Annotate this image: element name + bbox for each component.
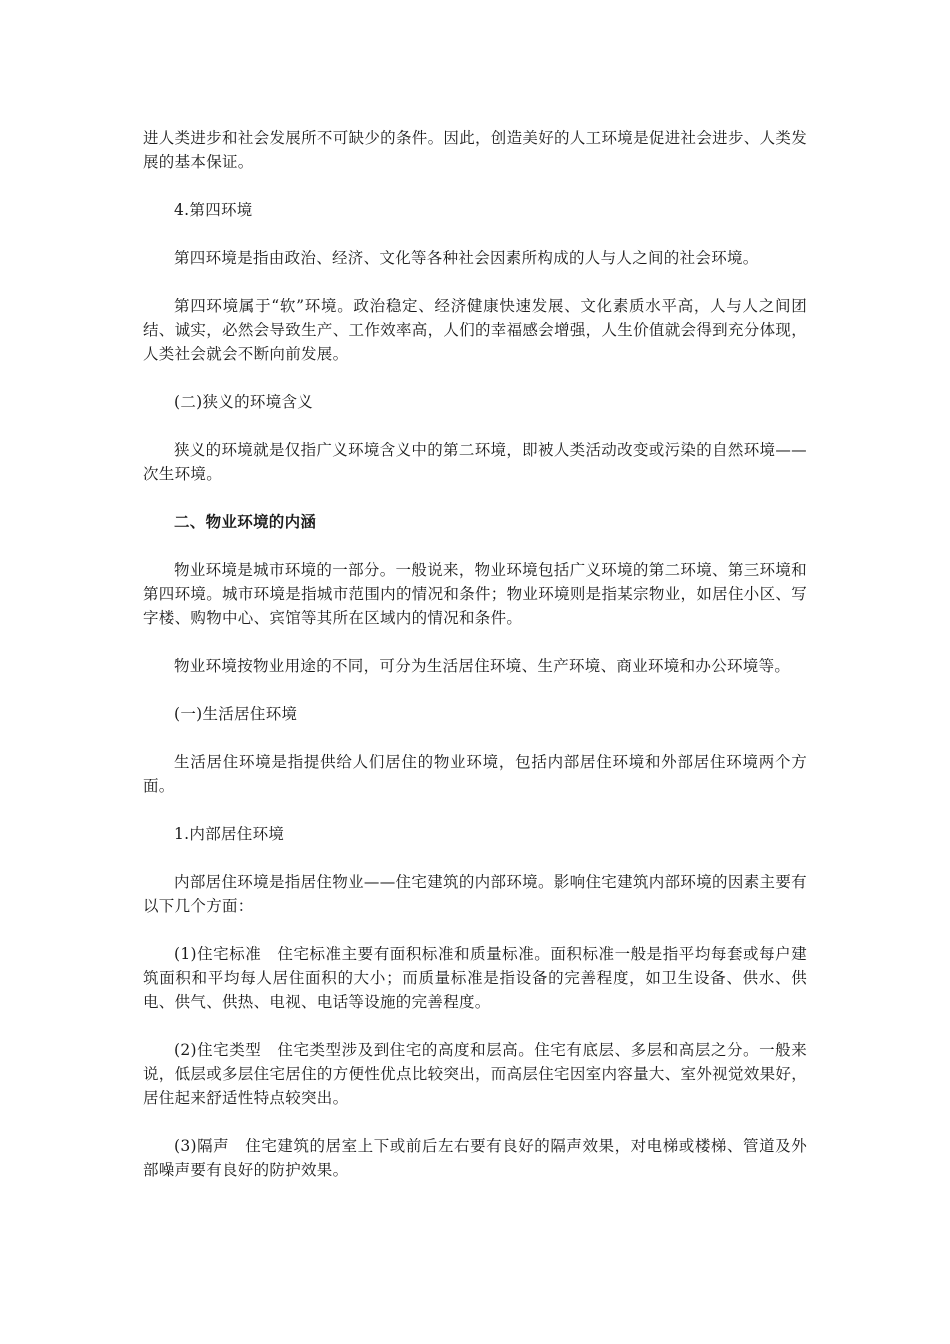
paragraph: 内部居住环境是指居住物业——住宅建筑的内部环境。影响住宅建筑内部环境的因素主要有以下几个方面：: [143, 873, 807, 915]
subheading-internal-environment: 1.内部居住环境: [174, 825, 285, 843]
paragraph: 物业环境是城市环境的一部分。一般说来，物业环境包括广义环境的第二环境、第三环境和第四环境。城市环境是指城市范围内的情况和条件；物业环境则是指某宗物业，如居住小区、写字楼、购物中心、宾馆等其所在区域内的情况和条件。: [143, 561, 807, 627]
subheading-fourth-environment: 4.第四环境: [174, 201, 253, 219]
paragraph-continuation: 进人类进步和社会发展所不可缺少的条件。因此，创造美好的人工环境是促进社会进步、人类发展的基本保证。: [143, 129, 807, 171]
list-item: (1)住宅标准 住宅标准主要有面积标准和质量标准。面积标准一般是指平均每套或每户建筑面积和平均每人居住面积的大小；而质量标准是指设备的完善程度，如卫生设备、供水、供电、供气、供热、电视、电话等设施的完善程度。: [143, 945, 807, 1011]
subheading-narrow-definition: (二)狭义的环境含义: [174, 393, 314, 411]
paragraph: 物业环境按物业用途的不同，可分为生活居住环境、生产环境、商业环境和办公环境等。: [174, 657, 791, 675]
subheading-living-environment: (一)生活居住环境: [174, 705, 298, 723]
paragraph: 狭义的环境就是仅指广义环境含义中的第二环境，即被人类活动改变或污染的自然环境——次生环境。: [143, 441, 807, 483]
document-page: [143, 126, 807, 1206]
list-item: (3)隔声 住宅建筑的居室上下或前后左右要有良好的隔声效果，对电梯或楼梯、管道及外部噪声要有良好的防护效果。: [143, 1137, 807, 1179]
section-heading: 二、物业环境的内涵: [174, 512, 317, 531]
paragraph: 第四环境属于“软”环境。政治稳定、经济健康快速发展、文化素质水平高，人与人之间团结、诚实，必然会导致生产、工作效率高，人们的幸福感会增强，人生价值就会得到充分体现，人类社会就会不断向前发展。: [143, 297, 807, 363]
paragraph: 第四环境是指由政治、经济、文化等各种社会因素所构成的人与人之间的社会环境。: [174, 249, 759, 267]
list-item: (2)住宅类型 住宅类型涉及到住宅的高度和层高。住宅有底层、多层和高层之分。一般来说，低层或多层住宅居住的方便性优点比较突出，而高层住宅因室内容量大、室外视觉效果好，居住起来舒适性特点较突出。: [143, 1041, 807, 1107]
paragraph: 生活居住环境是指提供给人们居住的物业环境，包括内部居住环境和外部居住环境两个方面。: [143, 753, 807, 795]
